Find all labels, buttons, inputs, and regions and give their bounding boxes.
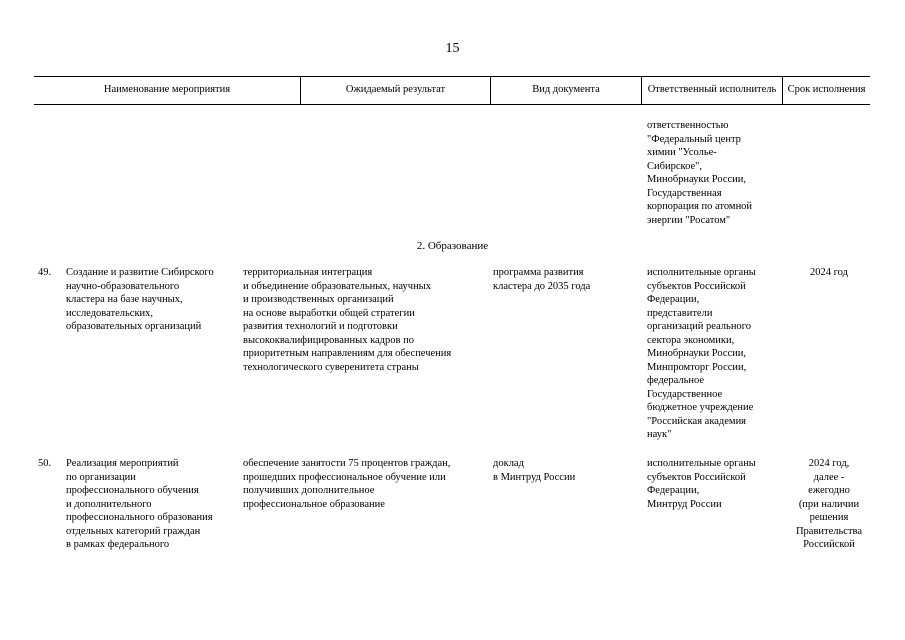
row-name: Реализация мероприятий по организации профессионального обучения и дополнительного профессионального образования отдельных категорий граждан в рамках федерального — [66, 458, 213, 550]
continued-responsible: ответственностью "Федеральный центр химии "Усолье- Сибирское", Минобрнауки России, Государственная корпорация по атомной энергии "Росатом" — [647, 120, 753, 226]
row-result: территориальная интеграция и объединение образовательных, научных и производственных организаций на основе выработки общей стратегии развития технологий и подготовки высококвалифицированных кадров по приоритетным направлениям для обеспечения технологического суверенитета страны — [243, 267, 452, 373]
table-header — [34, 76, 870, 105]
header-responsible: Ответственный исполнитель — [647, 84, 777, 96]
header-name: Наименование мероприятия — [103, 84, 231, 96]
row-doc-type: доклад в Минтруд России — [493, 458, 576, 483]
row-result: обеспечение занятости 75 процентов граждан, прошедших профессиональное обучение или получивших дополнительное профессиональное образование — [243, 458, 451, 510]
row-name: Создание и развитие Сибирского научно-образовательного кластера на базе научных, исследовательских, образовательных организаций — [66, 267, 214, 332]
row-responsible: исполнительные органы субъектов Российской Федерации, Минтруд России — [647, 458, 756, 510]
row-number: 50. — [38, 458, 52, 469]
row-responsible: исполнительные органы субъектов Российской Федерации, представители организаций реального сектора экономики, Минобрнауки России, Минпромторг России, федеральное Государственное бюджетное учреждение "Российская академия наук" — [647, 267, 756, 440]
header-deadline: Срок исполнения — [787, 84, 866, 96]
header-doc-type: Вид документа — [532, 84, 600, 96]
header-result: Ожидаемый результат — [345, 84, 446, 96]
row-deadline: 2024 год, далее - ежегодно (при наличии решения Правительства Российской — [795, 458, 863, 550]
page-number: 15 — [445, 41, 460, 56]
section-title: 2. Образование — [416, 240, 489, 252]
row-number: 49. — [38, 267, 52, 278]
row-deadline: 2024 год — [810, 267, 848, 278]
row-doc-type: программа развития кластера до 2035 года — [493, 267, 591, 292]
